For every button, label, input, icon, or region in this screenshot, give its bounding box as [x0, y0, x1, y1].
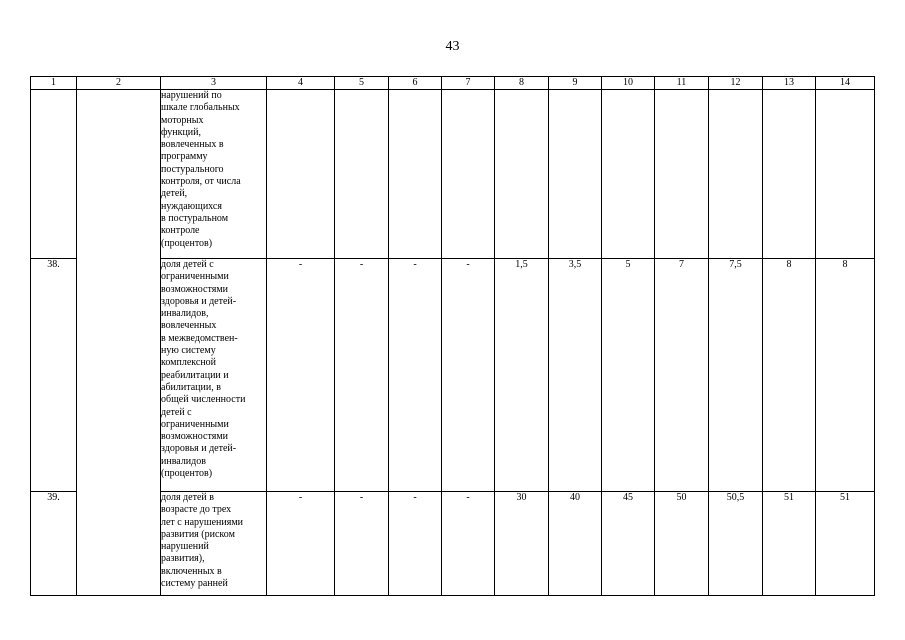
page-number: 43	[445, 39, 460, 54]
column-header: 3	[161, 77, 267, 90]
indicators-table	[30, 76, 875, 596]
row-number	[31, 90, 77, 259]
value-cell	[549, 90, 602, 259]
value-cell	[602, 90, 655, 259]
value-cell	[709, 90, 763, 259]
column-header: 2	[77, 77, 161, 90]
value-cell: -	[389, 492, 442, 596]
column-header: 1	[31, 77, 77, 90]
value-cell: 8	[816, 259, 875, 492]
program-cell	[77, 90, 161, 596]
indicator-text: доля детей в возрасте до трех лет с нарушениями развития (риском нарушений развития), включенных в систему ранней	[161, 492, 267, 596]
value-cell: 51	[763, 492, 816, 596]
column-header: 7	[442, 77, 495, 90]
table-row	[31, 90, 875, 259]
value-cell: -	[335, 259, 389, 492]
value-cell: 50,5	[709, 492, 763, 596]
column-header: 6	[389, 77, 442, 90]
column-header: 10	[602, 77, 655, 90]
value-cell: -	[267, 492, 335, 596]
indicator-text: нарушений по шкале глобальных моторных функций, вовлеченных в программу постурального контроля, от числа детей, нуждающихся в постуральном контроле (процентов)	[161, 90, 267, 259]
column-header: 12	[709, 77, 763, 90]
value-cell: 7	[655, 259, 709, 492]
value-cell	[495, 90, 549, 259]
value-cell	[655, 90, 709, 259]
value-cell: -	[267, 259, 335, 492]
column-header: 11	[655, 77, 709, 90]
column-header: 8	[495, 77, 549, 90]
value-cell: 45	[602, 492, 655, 596]
value-cell	[267, 90, 335, 259]
column-header: 5	[335, 77, 389, 90]
value-cell: -	[442, 492, 495, 596]
column-header: 13	[763, 77, 816, 90]
row-number: 39.	[31, 492, 77, 596]
value-cell: 5	[602, 259, 655, 492]
header-row	[31, 77, 875, 90]
value-cell: 40	[549, 492, 602, 596]
indicator-text: доля детей с ограниченными возможностями здоровья и детей- инвалидов, вовлеченных в межведомствен- ную систему комплексной реабилитации и абилитации, в общей численности детей с ограниченными возможностями здоровья и детей- инвалидов (процентов)	[161, 259, 267, 492]
value-cell	[763, 90, 816, 259]
row-number: 38.	[31, 259, 77, 492]
value-cell: -	[389, 259, 442, 492]
value-cell	[816, 90, 875, 259]
value-cell: 8	[763, 259, 816, 492]
value-cell: -	[442, 259, 495, 492]
value-cell	[335, 90, 389, 259]
value-cell: 50	[655, 492, 709, 596]
value-cell: 51	[816, 492, 875, 596]
value-cell: 7,5	[709, 259, 763, 492]
value-cell	[442, 90, 495, 259]
column-header: 4	[267, 77, 335, 90]
column-header: 9	[549, 77, 602, 90]
column-header: 14	[816, 77, 875, 90]
value-cell	[389, 90, 442, 259]
value-cell: 3,5	[549, 259, 602, 492]
value-cell: -	[335, 492, 389, 596]
value-cell: 30	[495, 492, 549, 596]
value-cell: 1,5	[495, 259, 549, 492]
